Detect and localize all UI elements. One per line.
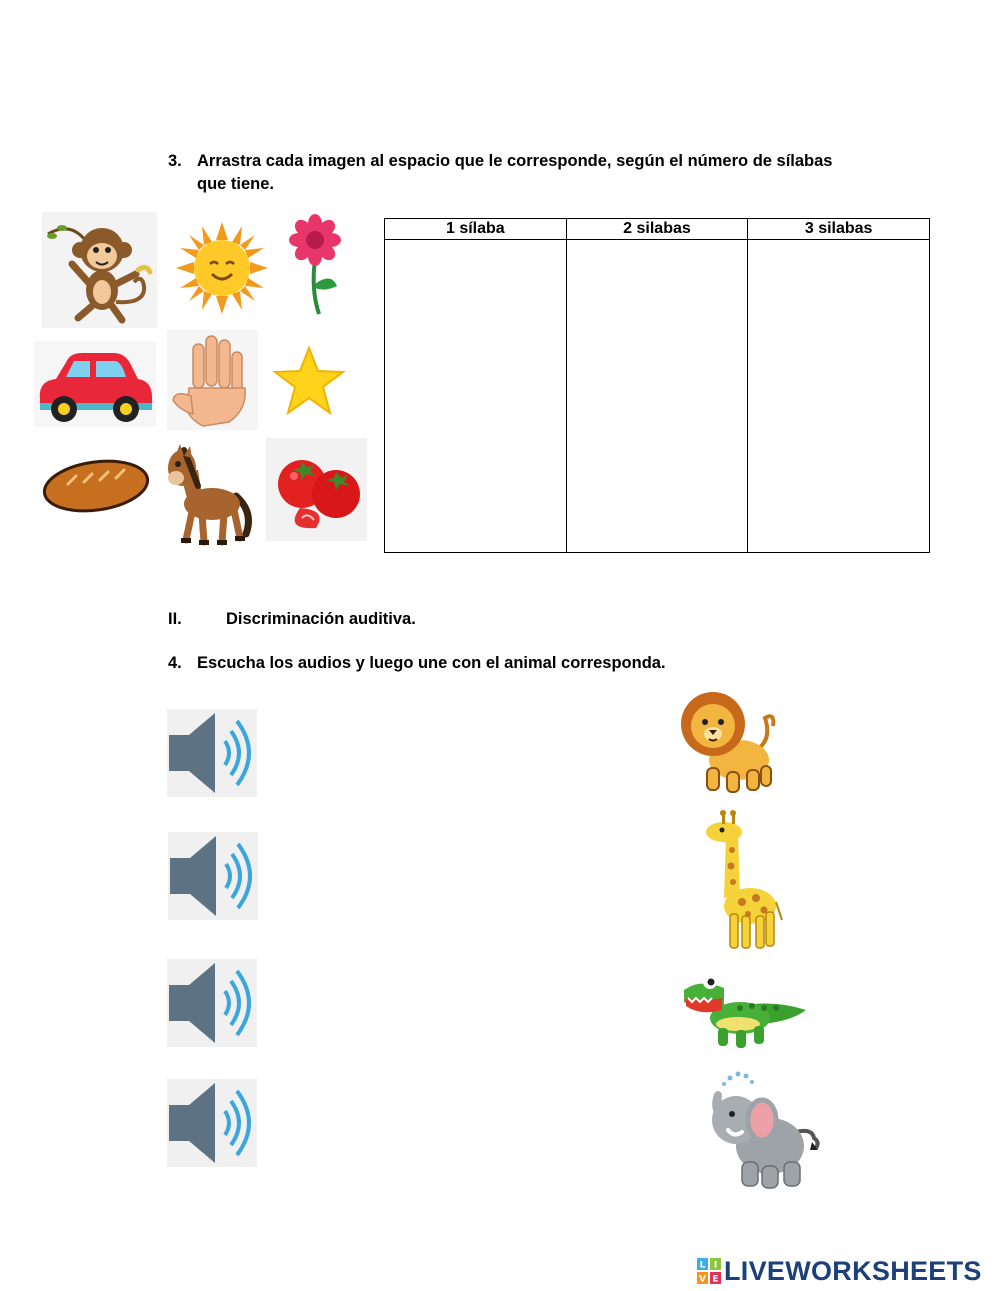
horse-icon	[162, 442, 258, 548]
audio-button-4[interactable]	[167, 1079, 257, 1167]
section-2-number: II.	[168, 610, 182, 628]
monkey-tile[interactable]	[42, 212, 157, 328]
logo-block-v: V	[699, 1274, 706, 1284]
drop-zone-2-silabas[interactable]	[566, 240, 748, 553]
sun-tile[interactable]	[172, 218, 272, 318]
lion-icon	[677, 682, 777, 794]
section-2-heading	[168, 608, 416, 631]
elephant-icon	[700, 1068, 824, 1192]
bread-icon	[40, 452, 152, 516]
car-tile[interactable]	[34, 341, 156, 427]
drop-zone-3-silabas[interactable]	[748, 240, 930, 553]
speaker-icon	[167, 959, 257, 1047]
logo-text: LIVEWORKSHEETS	[724, 1256, 982, 1286]
logo-block-i: I	[713, 1260, 718, 1271]
star-tile[interactable]	[272, 345, 346, 417]
speaker-icon	[168, 832, 258, 920]
section-2-title: Discriminación auditiva.	[226, 610, 416, 628]
flower-icon	[285, 214, 345, 318]
hand-tile[interactable]	[167, 330, 258, 430]
speaker-icon	[167, 709, 257, 797]
header-3-silabas: 3 silabas	[748, 219, 930, 240]
giraffe-icon	[700, 810, 784, 952]
lion-target[interactable]	[677, 682, 777, 794]
tomato-tile[interactable]	[266, 438, 367, 541]
crocodile-icon	[680, 968, 810, 1058]
audio-button-2[interactable]	[168, 832, 258, 920]
header-1-silaba: 1 sílaba	[385, 219, 567, 240]
horse-tile[interactable]	[162, 442, 258, 548]
sun-icon	[172, 218, 272, 318]
question-3-number: 3.	[168, 152, 182, 170]
car-icon	[34, 341, 156, 427]
tomato-icon	[266, 438, 367, 541]
audio-button-3[interactable]	[167, 959, 257, 1047]
logo-block-e: E	[712, 1274, 719, 1284]
question-3-text: Arrastra cada imagen al espacio que le corresponde, según el número de sílabas que tiene.	[197, 152, 833, 193]
logo-block-l: L	[699, 1260, 706, 1271]
header-2-silabas: 2 silabas	[566, 219, 748, 240]
syllable-table	[384, 218, 930, 553]
monkey-icon	[42, 212, 157, 328]
bread-tile[interactable]	[40, 452, 152, 516]
crocodile-target[interactable]	[680, 968, 810, 1058]
flower-tile[interactable]	[285, 214, 345, 318]
question-4	[168, 652, 666, 675]
giraffe-target[interactable]	[700, 810, 784, 952]
speaker-icon	[167, 1079, 257, 1167]
drop-zone-1-silaba[interactable]	[385, 240, 567, 553]
liveworksheets-logo	[697, 1256, 982, 1286]
logo-blocks-icon	[697, 1258, 721, 1284]
question-4-number: 4.	[168, 654, 182, 672]
elephant-target[interactable]	[700, 1068, 824, 1192]
star-icon	[272, 345, 346, 417]
audio-button-1[interactable]	[167, 709, 257, 797]
question-4-text: Escucha los audios y luego une con el animal corresponda.	[197, 654, 666, 672]
hand-icon	[167, 330, 258, 430]
